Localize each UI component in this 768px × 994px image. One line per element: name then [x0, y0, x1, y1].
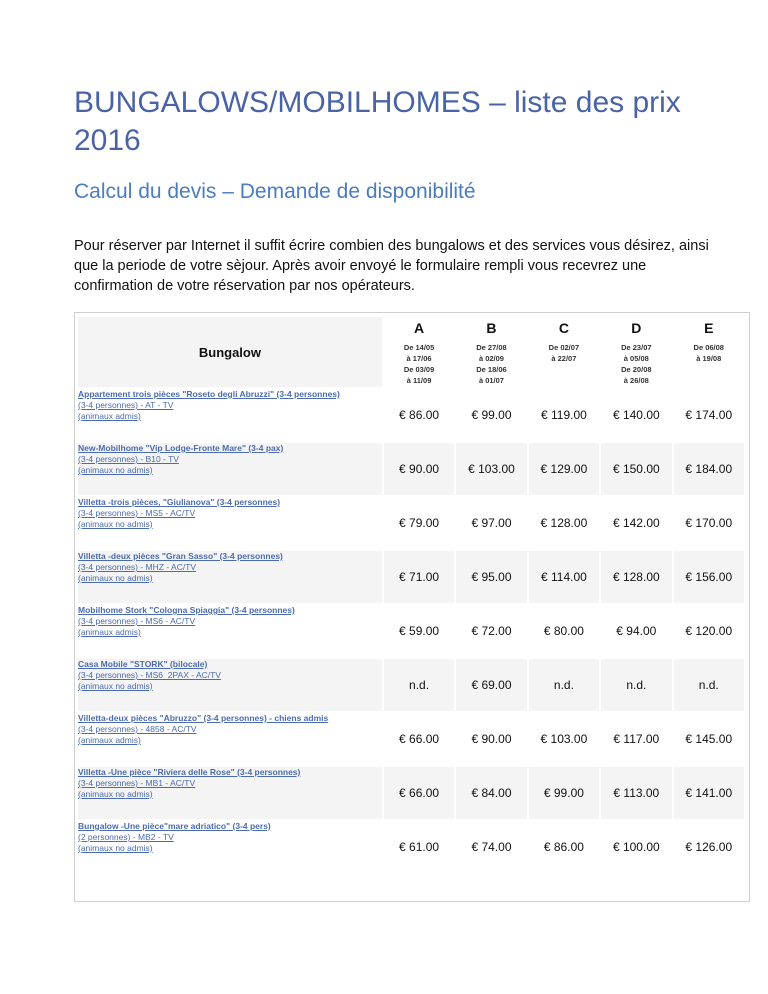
price-cell-a: € 59.00: [399, 624, 440, 638]
price-cell-c: € 99.00: [529, 767, 599, 819]
bungalow-cell: [78, 713, 382, 765]
bungalow-name-link[interactable]: New-Mobilhome "Vip Lodge-Fronte Mare" (3-4 pax): [78, 443, 284, 453]
header-col-e: [674, 317, 744, 387]
bungalow-cell: [78, 659, 382, 711]
price-cell-c: € 86.00: [543, 840, 584, 854]
price-cell-e: n.d.: [674, 659, 744, 711]
header-period: De 14/05 à 17/06 De 03/09 à 11/09: [403, 343, 435, 385]
bungalow-details-link[interactable]: (3-4 personnes) - 4858 - AC/TV: [78, 724, 197, 734]
price-cell-a: n.d.: [384, 659, 454, 711]
bungalow-cell: [78, 389, 382, 441]
header-period: De 23/07 à 05/08 De 20/08 à 26/08: [621, 343, 652, 385]
bungalow-name-link[interactable]: Casa Mobile "STORK" (bilocale): [78, 659, 208, 669]
bungalow-pets-link[interactable]: (animaux no admis): [78, 789, 153, 799]
price-cell-d: n.d.: [601, 659, 671, 711]
header-col-a: [384, 317, 454, 387]
price-cell-d: € 113.00: [601, 767, 671, 819]
header-period: De 06/08 à 19/08: [693, 343, 724, 363]
bungalow-pets-link[interactable]: (animaux no admis): [78, 519, 153, 529]
table-row: [78, 821, 744, 873]
price-cell-b: € 84.00: [456, 767, 526, 819]
bungalow-cell: [78, 443, 382, 495]
table-row: [78, 497, 744, 549]
price-cell-e: € 120.00: [685, 624, 733, 638]
price-cell-a: € 61.00: [399, 840, 440, 854]
bungalow-pets-link[interactable]: (animaux no admis): [78, 465, 153, 475]
price-cell-d: € 140.00: [612, 408, 660, 422]
price-table-body: [78, 389, 744, 873]
bungalow-details-link[interactable]: (3-4 personnes) - MS6 - AC/TV: [78, 616, 196, 626]
header-letter: E: [704, 320, 714, 336]
bungalow-details-link[interactable]: (3-4 personnes) - MS5 - AC/TV: [78, 508, 196, 518]
price-cell-e: € 184.00: [674, 443, 744, 495]
price-table-container: [74, 312, 750, 902]
price-cell-d: € 142.00: [612, 516, 660, 530]
bungalow-name-link[interactable]: Villetta -Une pièce "Riviera delle Rose" (3-4 personnes): [78, 767, 301, 777]
bungalow-cell: [78, 551, 382, 603]
bungalow-details-link[interactable]: (3-4 personnes) - MB1 - AC/TV: [78, 778, 196, 788]
header-period: De 02/07 à 22/07: [548, 343, 580, 363]
table-row: [78, 551, 744, 603]
header-letter: C: [558, 320, 569, 336]
bungalow-details-link[interactable]: (3-4 personnes) - AT - TV: [78, 400, 174, 410]
price-cell-a: € 66.00: [384, 767, 454, 819]
header-period: De 27/08 à 02/09 De 18/06 à 01/07: [476, 343, 507, 385]
price-cell-d: € 150.00: [601, 443, 671, 495]
table-row: [78, 659, 744, 711]
bungalow-pets-link[interactable]: (animaux no admis): [78, 843, 153, 853]
price-cell-a: € 71.00: [384, 551, 454, 603]
price-cell-c: € 129.00: [529, 443, 599, 495]
bungalow-cell: [78, 821, 382, 873]
bungalow-details-link[interactable]: (3-4 personnes) - MS6_2PAX - AC/TV: [78, 670, 221, 680]
price-cell-b: € 74.00: [471, 840, 512, 854]
price-cell-b: € 95.00: [456, 551, 526, 603]
table-row: [78, 605, 744, 657]
bungalow-name-link[interactable]: Mobilhome Stork "Cologna Spiaggia" (3-4 personnes): [78, 605, 295, 615]
bungalow-name-link[interactable]: Villetta -trois pièces, "Giulianova" (3-4 personnes): [78, 497, 281, 507]
bungalow-cell: [78, 605, 382, 657]
page-title: BUNGALOWS/MOBILHOMES – liste des prix 2016: [74, 86, 681, 157]
table-row: [78, 713, 744, 765]
bungalow-details-link[interactable]: (2 personnes) - MB2 - TV: [78, 832, 174, 842]
price-cell-c: € 114.00: [529, 551, 599, 603]
price-cell-b: € 103.00: [456, 443, 526, 495]
price-cell-e: € 145.00: [685, 732, 733, 746]
bungalow-cell: [78, 497, 382, 549]
bungalow-name-link[interactable]: Villetta-deux pièces "Abruzzo" (3-4 personnes) - chiens admis: [78, 713, 329, 723]
price-cell-b: € 69.00: [456, 659, 526, 711]
price-cell-e: € 156.00: [674, 551, 744, 603]
bungalow-pets-link[interactable]: (animaux no admis): [78, 681, 153, 691]
price-cell-b: € 99.00: [471, 408, 512, 422]
price-cell-c: € 103.00: [540, 732, 588, 746]
price-cell-d: € 94.00: [616, 624, 657, 638]
price-cell-a: € 79.00: [399, 516, 440, 530]
price-cell-e: € 141.00: [674, 767, 744, 819]
price-cell-d: € 128.00: [601, 551, 671, 603]
header-letter: D: [631, 320, 642, 336]
price-cell-c: € 119.00: [540, 408, 587, 422]
header-bungalow: Bungalow: [78, 317, 382, 387]
price-table: [76, 315, 746, 875]
price-cell-a: € 86.00: [399, 408, 440, 422]
header-col-b: [456, 317, 526, 387]
table-row: [78, 389, 744, 441]
price-cell-c: € 80.00: [543, 624, 584, 638]
price-cell-e: € 126.00: [685, 840, 733, 854]
bungalow-cell: [78, 767, 382, 819]
table-row: [78, 443, 744, 495]
price-cell-d: € 117.00: [613, 732, 660, 746]
bungalow-pets-link[interactable]: (animaux no admis): [78, 573, 153, 583]
page-subtitle: Calcul du devis – Demande de disponibilité: [74, 180, 476, 203]
header-letter: B: [486, 320, 497, 336]
price-cell-b: € 90.00: [471, 732, 512, 746]
price-cell-b: € 72.00: [471, 624, 512, 638]
price-cell-d: € 100.00: [612, 840, 660, 854]
price-cell-c: n.d.: [529, 659, 599, 711]
intro-paragraph: Pour réserver par Internet il suffit écrire combien des bungalows et des services vous désirez, ainsi que la periode de votre sèjour. Après avoir envoyé le formulaire rempli vous recevrez une confirmation de votre réservation par nos opérateurs.: [74, 238, 709, 294]
header-col-c: [529, 317, 599, 387]
header-letter: A: [413, 320, 425, 336]
bungalow-name-link[interactable]: Bungalow -Une pièce"mare adriatico" (3-4 pers): [78, 821, 271, 831]
bungalow-pets-link[interactable]: (animaux admis): [78, 735, 141, 745]
price-cell-e: € 174.00: [685, 408, 733, 422]
bungalow-pets-link[interactable]: (animaux admis): [78, 627, 141, 637]
table-row: [78, 767, 744, 819]
bungalow-name-link[interactable]: Appartement trois pièces "Roseto degli Abruzzi" (3-4 personnes): [78, 389, 340, 399]
bungalow-details-link[interactable]: (3-4 personnes) - MHZ - AC/TV: [78, 562, 197, 572]
table-header-row: [78, 317, 744, 387]
price-cell-a: € 66.00: [399, 732, 440, 746]
price-cell-b: € 97.00: [471, 516, 512, 530]
price-cell-a: € 90.00: [384, 443, 454, 495]
header-col-d: [601, 317, 671, 387]
price-cell-e: € 170.00: [685, 516, 733, 530]
bungalow-pets-link[interactable]: (animaux admis): [78, 411, 141, 421]
bungalow-name-link[interactable]: Villetta -deux pièces "Gran Sasso" (3-4 personnes): [78, 551, 283, 561]
price-cell-c: € 128.00: [540, 516, 588, 530]
bungalow-details-link[interactable]: (3-4 personnes) - B10 - TV: [78, 454, 179, 464]
